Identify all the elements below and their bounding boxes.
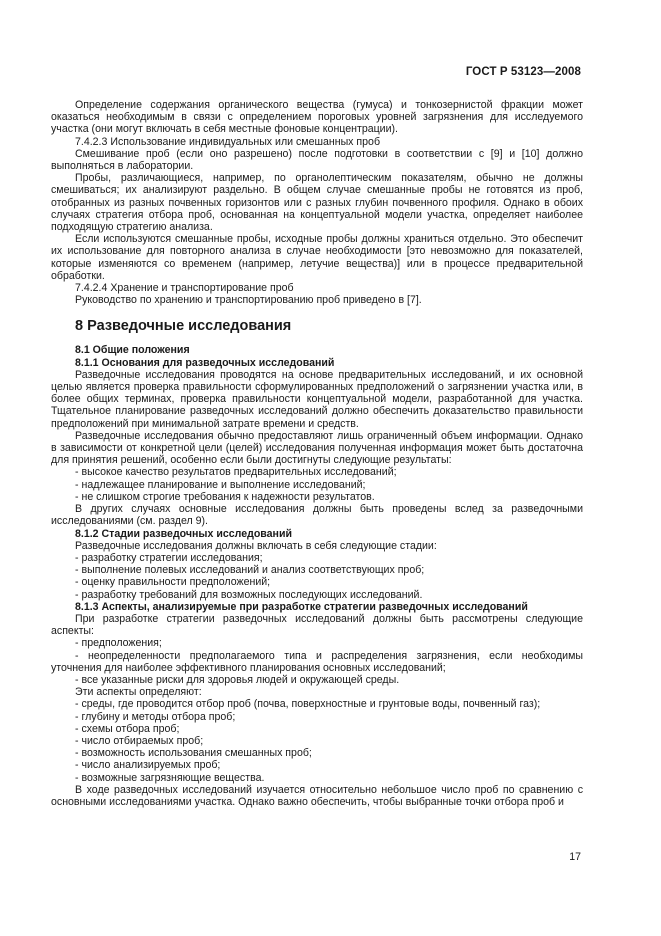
subsection-heading: 8.1.2 Стадии разведочных исследований <box>75 527 292 540</box>
list-item: - выполнение полевых исследований и анализ соответствующих проб; <box>75 564 425 577</box>
paragraph: Пробы, различающиеся, например, по органолептическим показателям, обычно не должны смешиваться; их анализируют раздельно. В общем случае смешанные пробы не готовятся из проб, отобранных из разных почвенных горизонтов или с разных глубин почвенного профиля. Однако в обоих случаях стратегия отбора проб, основанная на концептуальной модели участка, определяет наиболее подходящую стратегию анализа. <box>51 172 583 234</box>
list-item: - число анализируемых проб; <box>75 759 221 772</box>
list-item: - возможность использования смешанных проб; <box>75 747 312 760</box>
list-item: - все указанные риски для здоровья людей и окружающей среды. <box>75 673 400 686</box>
subsection-heading: 8.1 Общие положения <box>75 344 190 357</box>
subsection-heading: 7.4.2.4 Хранение и транспортирование проб <box>75 282 294 295</box>
list-item: - предположения; <box>75 637 162 650</box>
page-number: 17 <box>569 851 581 863</box>
paragraph: Эти аспекты определяют: <box>75 686 202 699</box>
list-item: - неопределенности предполагаемого типа и распределения загрязнения, если необходимы уточнения для наиболее эффективного планирования основных исследований; <box>51 649 583 674</box>
paragraph: Разведочные исследования обычно предоставляют лишь ограниченный объем информации. Однако в зависимости от конкретной цели (целей) исследования полученная информация может быть достаточна для принятия решений, особенно если были достигнуты следующие результаты: <box>51 429 583 467</box>
paragraph: При разработке стратегии разведочных исследований должны быть рассмотрены следующие аспекты: <box>51 612 583 638</box>
paragraph: Определение содержания органического вещества (гумуса) и тонкозернистой фракции может оказаться необходимым в связи с определением пороговых уровней загрязнения для исследуемого участка (они могут включать в себя местные фоновые концентрации). <box>51 99 583 136</box>
paragraph: В других случаях основные исследования должны быть проведены вслед за разведочными исследованиями (см. раздел 9). <box>51 503 583 528</box>
document-body <box>51 99 583 808</box>
subsection-heading: 8.1.3 Аспекты, анализируемые при разработке стратегии разведочных исследований <box>75 600 528 613</box>
subsection-heading: 8.1.1 Основания для разведочных исследований <box>75 356 335 369</box>
list-item: - среды, где проводится отбор проб (почва, поверхностные и грунтовые воды, почвенный газ); <box>75 698 541 711</box>
paragraph: Руководство по хранению и транспортированию проб приведено в [7]. <box>75 294 422 307</box>
paragraph: В ходе разведочных исследований изучается относительно небольшое число проб по сравнению с основными исследованиями участка. Однако важно обеспечить, чтобы выбранные точки отбора проб и <box>51 783 583 808</box>
document-code: ГОСТ Р 53123—2008 <box>465 66 581 78</box>
section-heading: 8 Разведочные исследования <box>75 318 292 335</box>
list-item: - схемы отбора проб; <box>75 722 180 735</box>
subsection-heading: 7.4.2.3 Использование индивидуальных или смешанных проб <box>75 135 381 148</box>
list-item: - надлежащее планирование и выполнение исследований; <box>75 478 366 491</box>
list-item: - высокое качество результатов предварительных исследований; <box>75 466 397 479</box>
list-item: - не слишком строгие требования к надежности результатов. <box>75 490 375 503</box>
list-item: - возможные загрязняющие вещества. <box>75 771 265 784</box>
list-item: - оценку правильности предположений; <box>75 576 271 589</box>
paragraph: Разведочные исследования должны включать в себя следующие стадии: <box>75 539 437 552</box>
paragraph: Смешивание проб (если оно разрешено) после подготовки в соответствии с [9] и [10] должно выполняться в лаборатории. <box>51 147 583 173</box>
paragraph: Если используются смешанные пробы, исходные пробы должны храниться отдельно. Это обеспечит их использование для повторного анализа в случае необходимости [это невозможно для показателей, которые изменяются со временем (например, летучие вещества)] или в процессе предварительной обработки. <box>51 233 583 282</box>
list-item: - глубину и методы отбора проб; <box>75 710 236 723</box>
list-item: - разработку стратегии исследования; <box>75 551 263 564</box>
list-item: - число отбираемых проб; <box>75 734 204 747</box>
paragraph: Разведочные исследования проводятся на основе предварительных исследований, и их основной целью является проверка правильности сформулированных предположений о загрязнении участка или, в более общих терминах, проверка правильности концептуальной модели, разработанной для участка. Тщательное планирование разведочных исследований должно обеспечить доказательство правильности предположений при минимальной затрате времени и средств. <box>51 368 583 430</box>
list-item: - разработку требований для возможных последующих исследований. <box>75 588 423 601</box>
